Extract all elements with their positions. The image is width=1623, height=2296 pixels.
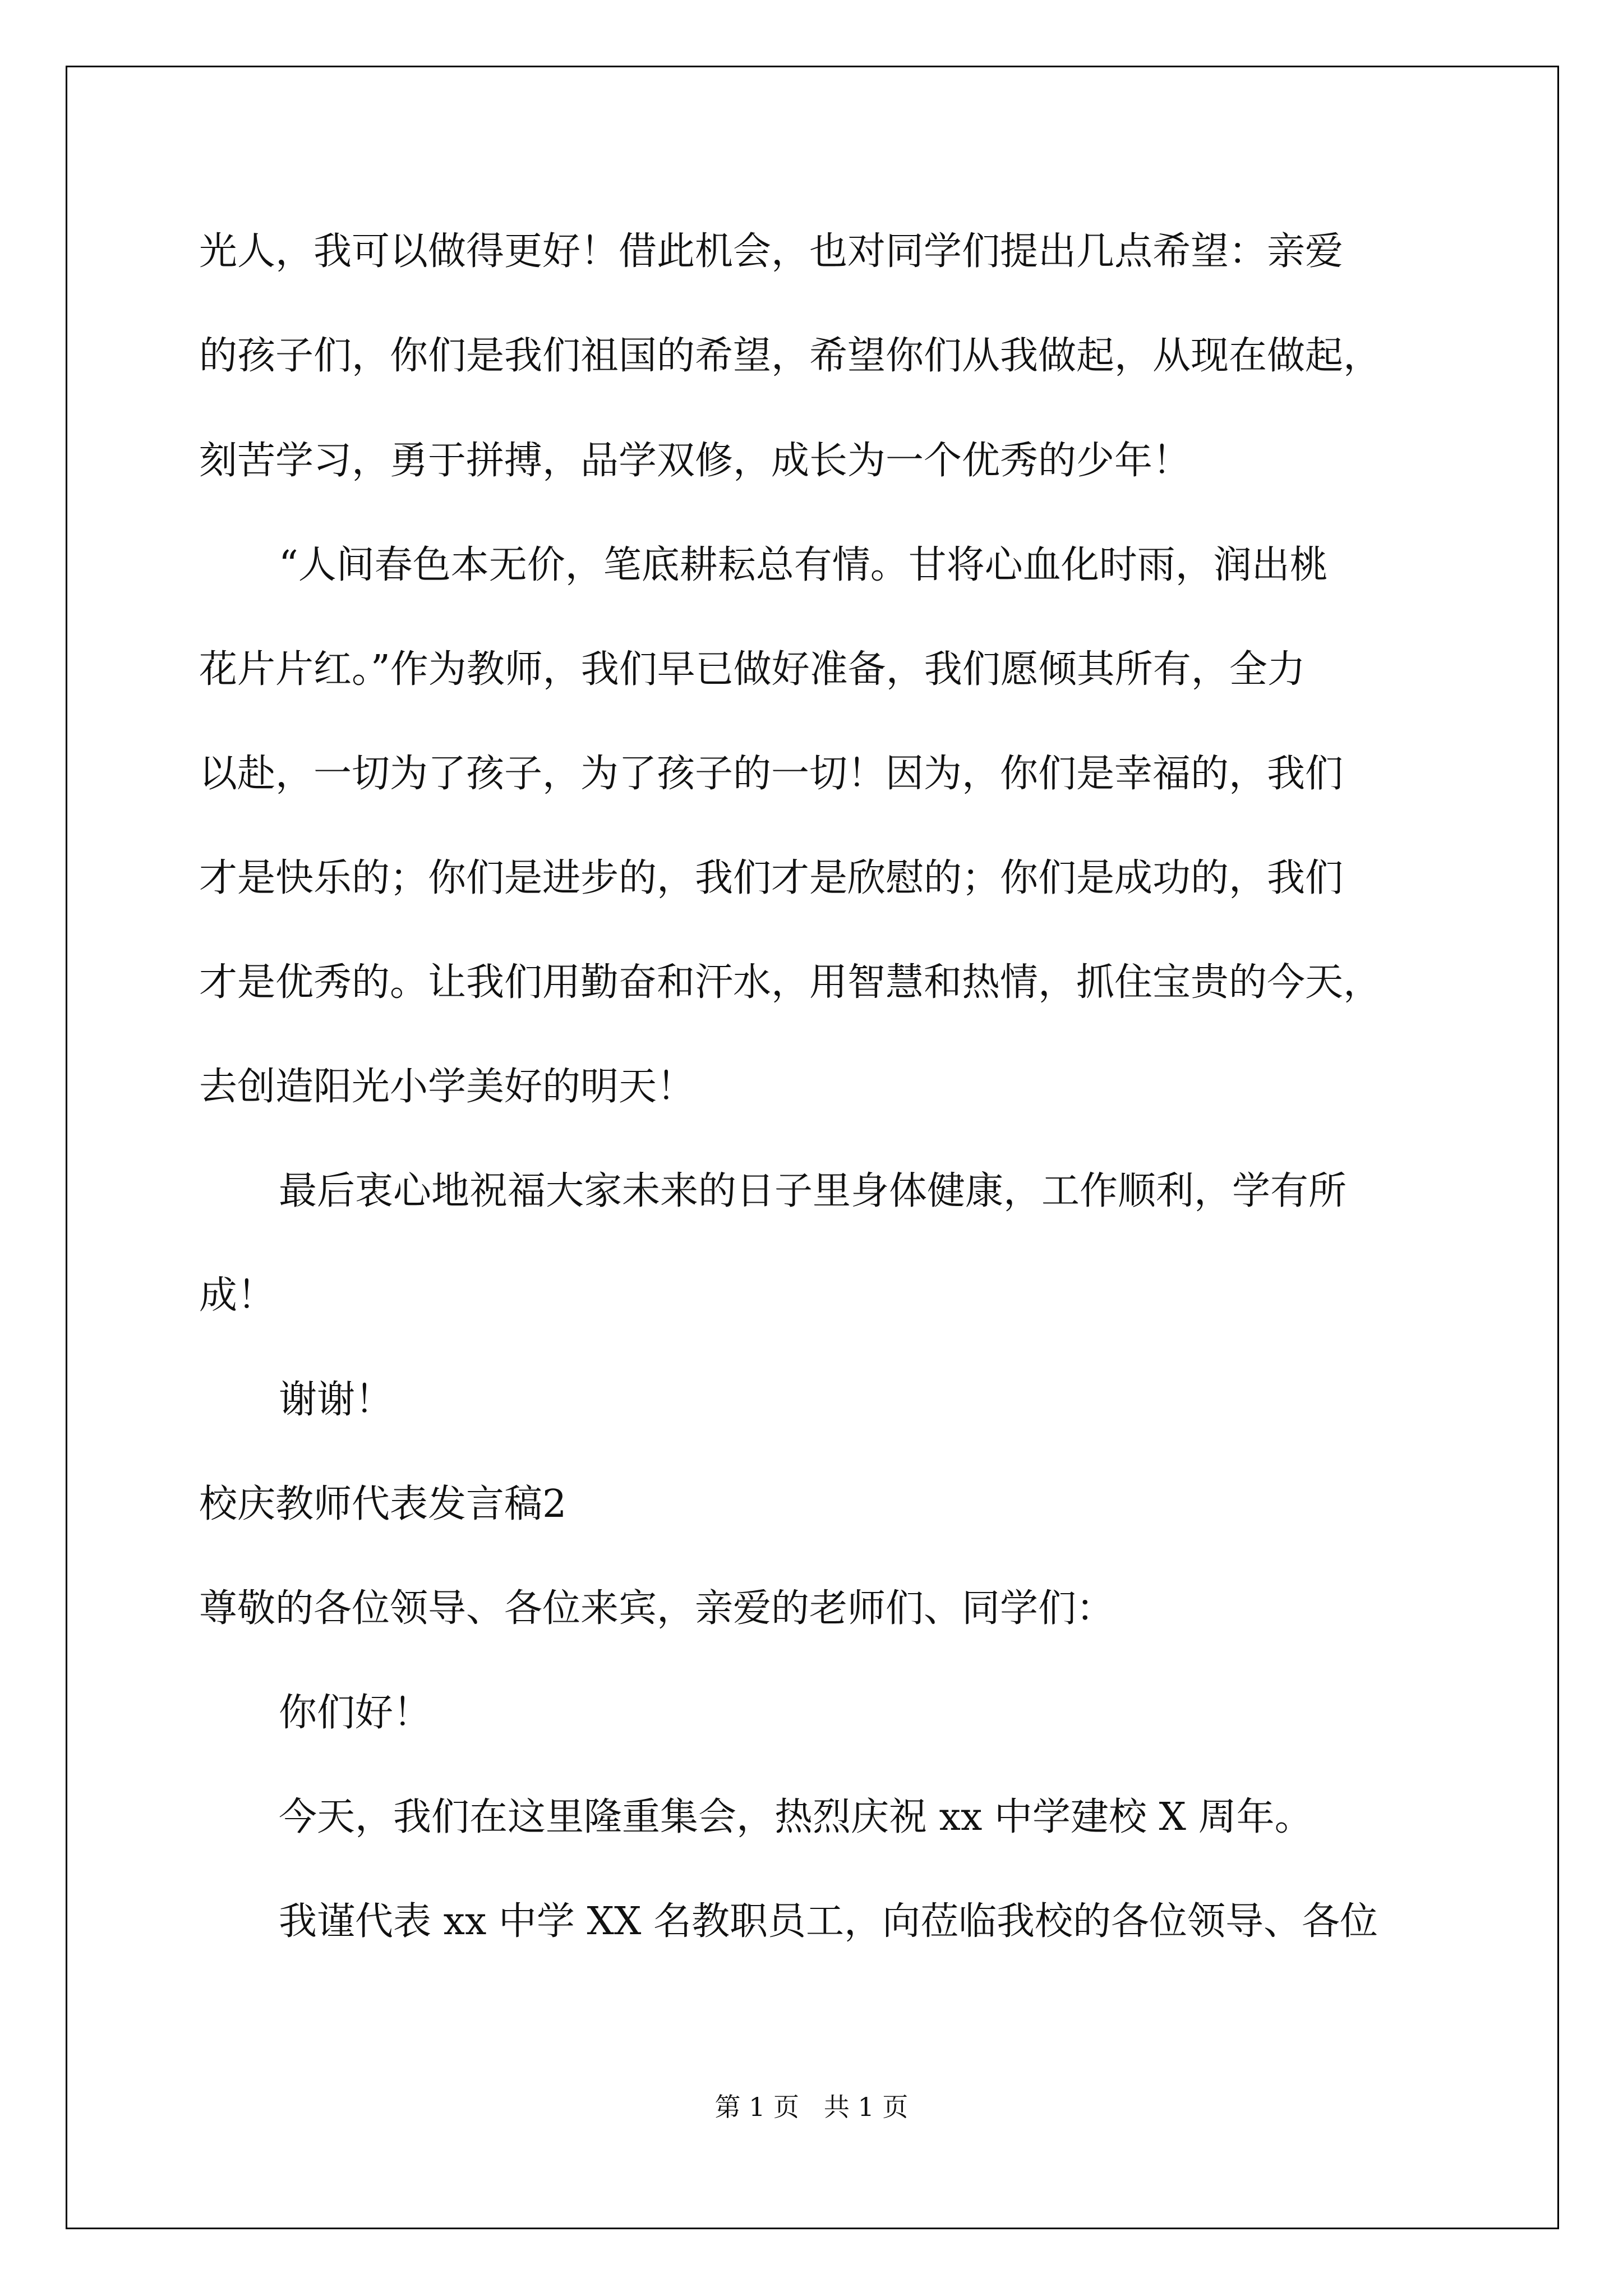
body-line-17: 我谨代表 xx 中学 XX 名教职员工，向莅临我校的各位领导、各位 <box>279 1899 1378 1944</box>
body-line-9: 去创造阳光小学美好的明天！ <box>199 1065 695 1109</box>
body-line-2: 的孩子们，你们是我们祖国的希望，希望你们从我做起，从现在做起， <box>199 334 1382 378</box>
salutation: 尊敬的各位领导、各位来宾，亲爱的老师们、同学们： <box>199 1586 1115 1631</box>
body-line-11: 成！ <box>199 1273 276 1318</box>
body-line-5: 花片片红。”作为教师，我们早已做好准备，我们愿倾其所有，全力 <box>199 647 1306 692</box>
body-line-7: 才是快乐的；你们是进步的，我们才是欣慰的；你们是成功的，我们 <box>199 856 1344 900</box>
body-line-1: 光人，我可以做得更好！借此机会，也对同学们提出几点希望：亲爱 <box>199 229 1344 274</box>
body-line-3: 刻苦学习，勇于拼搏，品学双修，成长为一个优秀的少年！ <box>199 439 1191 483</box>
greeting: 你们好！ <box>279 1691 432 1735</box>
body-line-10: 最后衷心地祝福大家未来的日子里身体健康，工作顺利，学有所 <box>279 1169 1347 1213</box>
body-line-16: 今天，我们在这里隆重集会，热烈庆祝 xx 中学建校 X 周年。 <box>279 1795 1313 1839</box>
body-line-8: 才是优秀的。让我们用勤奋和汗水，用智慧和热情，抓住宝贵的今天， <box>199 960 1382 1005</box>
body-line-4: “人间春色本无价，笔底耕耘总有情。甘将心血化时雨，润出桃 <box>279 543 1328 587</box>
closing-thanks: 谢谢！ <box>279 1378 394 1422</box>
body-line-6: 以赴，一切为了孩子，为了孩子的一切！因为，你们是幸福的，我们 <box>199 752 1344 796</box>
page-number-footer: 第 1 页 共 1 页 <box>714 2092 909 2122</box>
section-title: 校庆教师代表发言稿2 <box>199 1482 567 1526</box>
